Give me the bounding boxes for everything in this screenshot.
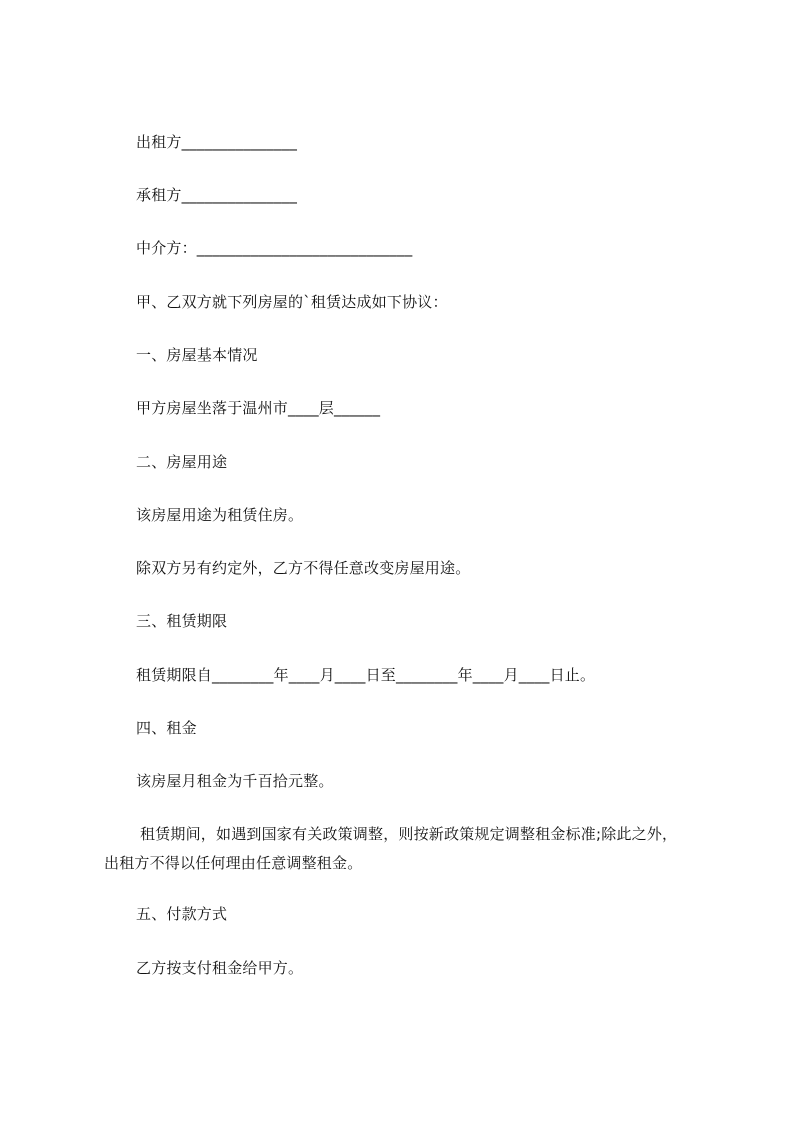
section-1-body: 甲方房屋坐落于温州市____层______ xyxy=(136,399,381,417)
section-2-body-1: 该房屋用途为租赁住房。 xyxy=(136,506,304,524)
lessor-line: 出租方_______________ xyxy=(136,133,298,151)
section-1-title: 一、房屋基本情况 xyxy=(136,346,258,364)
section-4-body-2-line-1: 租赁期间，如遇到国家有关政策调整，则按新政策规定调整租金标准;除此之外， xyxy=(140,825,678,843)
section-3-body: 租赁期限自________年____月____日至________年____月____日止。 xyxy=(136,666,596,684)
section-5-body: 乙方按支付租金给甲方。 xyxy=(136,959,304,977)
section-4-body-2 xyxy=(104,820,704,878)
lessee-line: 承租方_______________ xyxy=(136,186,298,204)
section-4-body-2-line-2: 出租方不得以任何理由任意调整租金。 xyxy=(104,854,363,872)
agent-line: 中介方：____________________________ xyxy=(136,239,413,257)
section-2-title: 二、房屋用途 xyxy=(136,453,228,471)
section-2-body-2: 除双方另有约定外，乙方不得任意改变房屋用途。 xyxy=(136,559,471,577)
section-4-title: 四、租金 xyxy=(136,719,197,737)
intro-line: 甲、乙双方就下列房屋的`租赁达成如下协议： xyxy=(136,293,448,311)
section-4-body-1: 该房屋月租金为千百拾元整。 xyxy=(136,772,334,790)
section-5-title: 五、付款方式 xyxy=(136,905,228,923)
section-3-title: 三、租赁期限 xyxy=(136,612,228,630)
